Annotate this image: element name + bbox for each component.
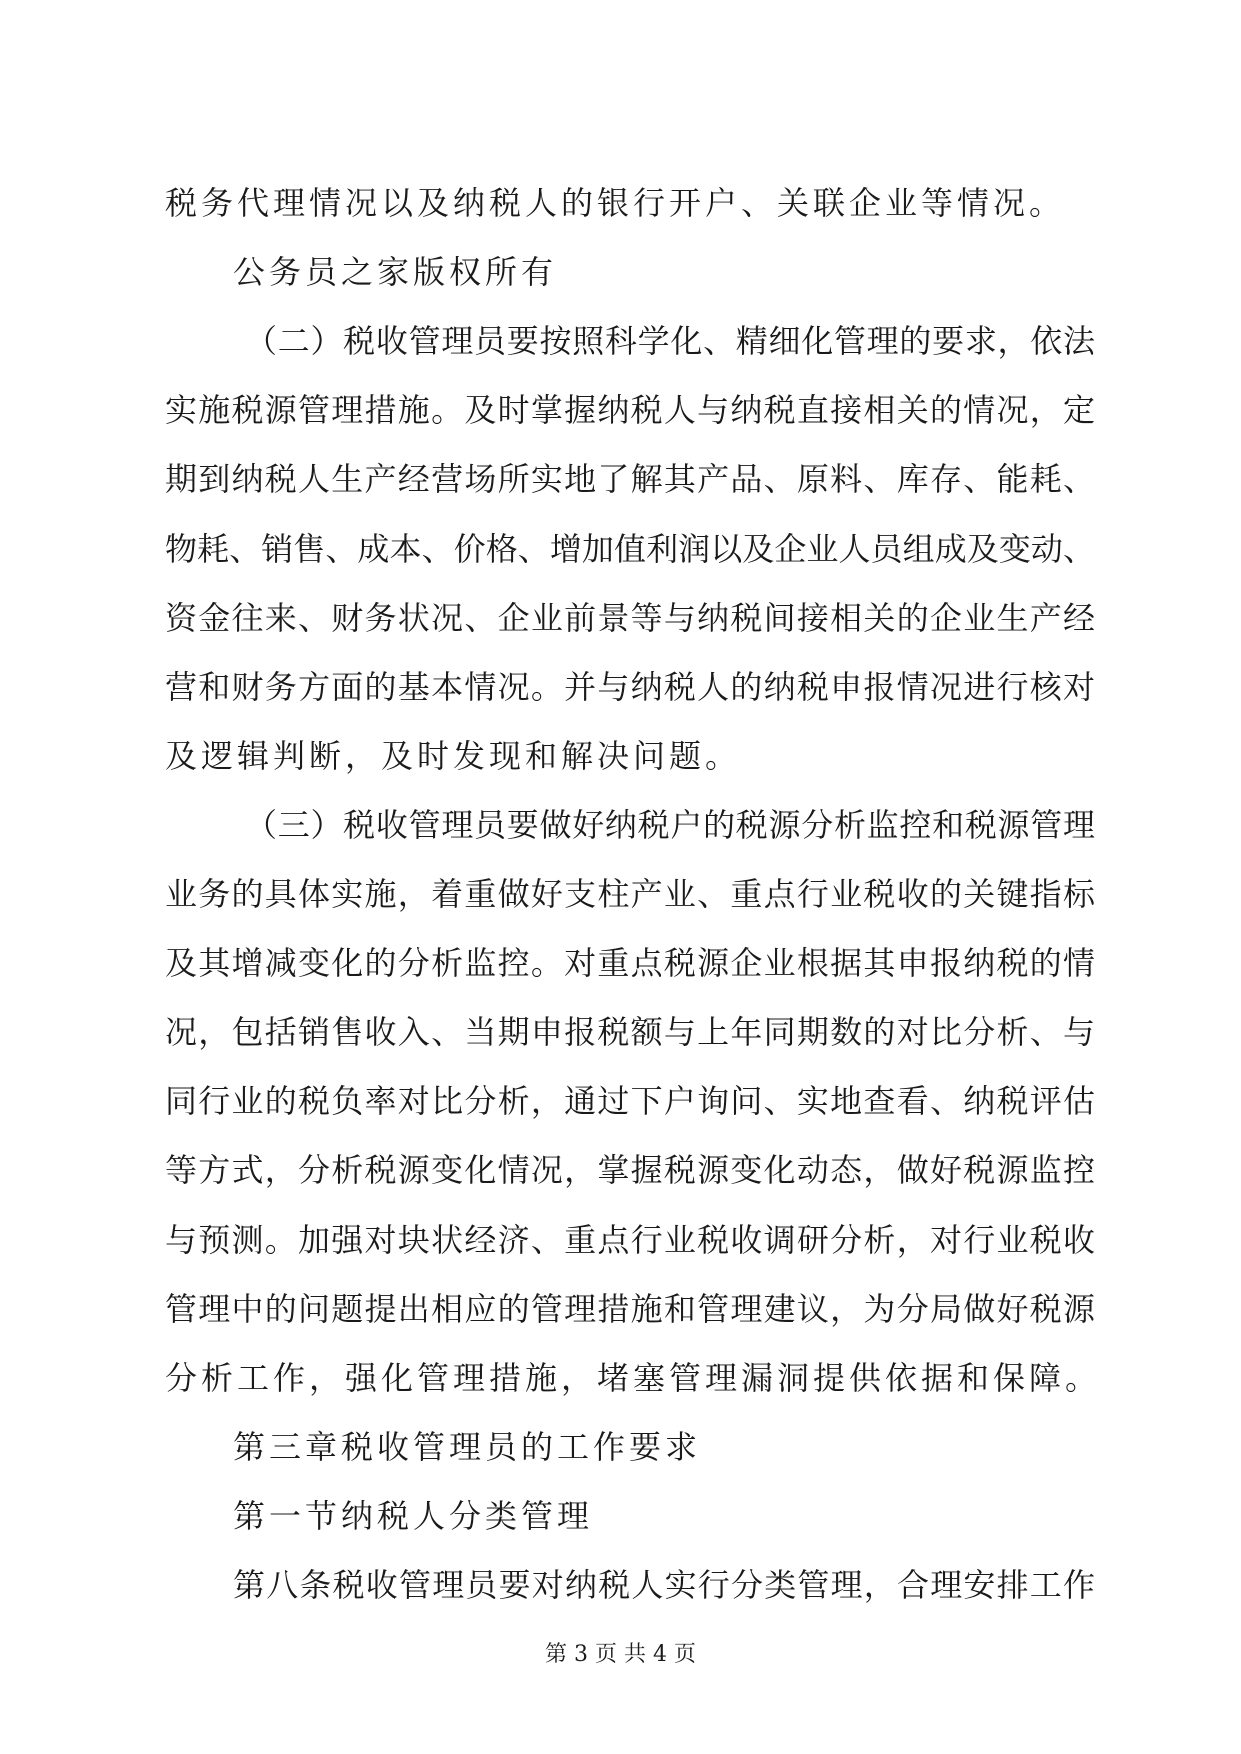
text-line: 期到纳税人生产经营场所实地了解其产品、原料、库存、能耗、: [165, 460, 1095, 498]
paragraph-3-start: （三）税收管理员要做好纳税户的税源分析监控和税源管理: [245, 806, 1095, 844]
text-line: 及其增减变化的分析监控。对重点税源企业根据其申报纳税的情: [165, 944, 1095, 982]
section-heading: 第一节纳税人分类管理: [233, 1497, 594, 1535]
text-line: 物耗、销售、成本、价格、增加值利润以及企业人员组成及变动、: [165, 530, 1095, 568]
text-line: 与预测。加强对块状经济、重点行业税收调研分析，对行业税收: [165, 1221, 1095, 1259]
text-line: 税务代理情况以及纳税人的银行开户、关联企业等情况。: [165, 184, 1066, 222]
text-line: 实施税源管理措施。及时掌握纳税人与纳税直接相关的情况，定: [165, 391, 1095, 429]
copyright-line: 公务员之家版权所有: [233, 253, 558, 291]
text-line: 资金往来、财务状况、企业前景等与纳税间接相关的企业生产经: [165, 599, 1095, 637]
text-line: 同行业的税负率对比分析，通过下户询问、实地查看、纳税评估: [165, 1082, 1095, 1120]
text-line: 营和财务方面的基本情况。并与纳税人的纳税申报情况进行核对: [165, 668, 1095, 706]
chapter-heading: 第三章税收管理员的工作要求: [233, 1428, 702, 1466]
paragraph-2-start: （二）税收管理员要按照科学化、精细化管理的要求，依法: [245, 322, 1095, 360]
article-line: 第八条税收管理员要对纳税人实行分类管理，合理安排工作: [233, 1566, 1095, 1604]
text-line: 分析工作，强化管理措施，堵塞管理漏洞提供依据和保障。: [165, 1359, 1102, 1397]
text-line: 等方式，分析税源变化情况，掌握税源变化动态，做好税源监控: [165, 1151, 1095, 1189]
page-footer: 第 3 页 共 4 页: [545, 1642, 696, 1667]
text-line: 况，包括销售收入、当期申报税额与上年同期数的对比分析、与: [165, 1013, 1095, 1051]
text-line: 管理中的问题提出相应的管理措施和管理建议，为分局做好税源: [165, 1290, 1095, 1328]
text-line: 业务的具体实施，着重做好支柱产业、重点行业税收的关键指标: [165, 875, 1095, 913]
text-line: 及逻辑判断，及时发现和解决问题。: [165, 737, 742, 775]
